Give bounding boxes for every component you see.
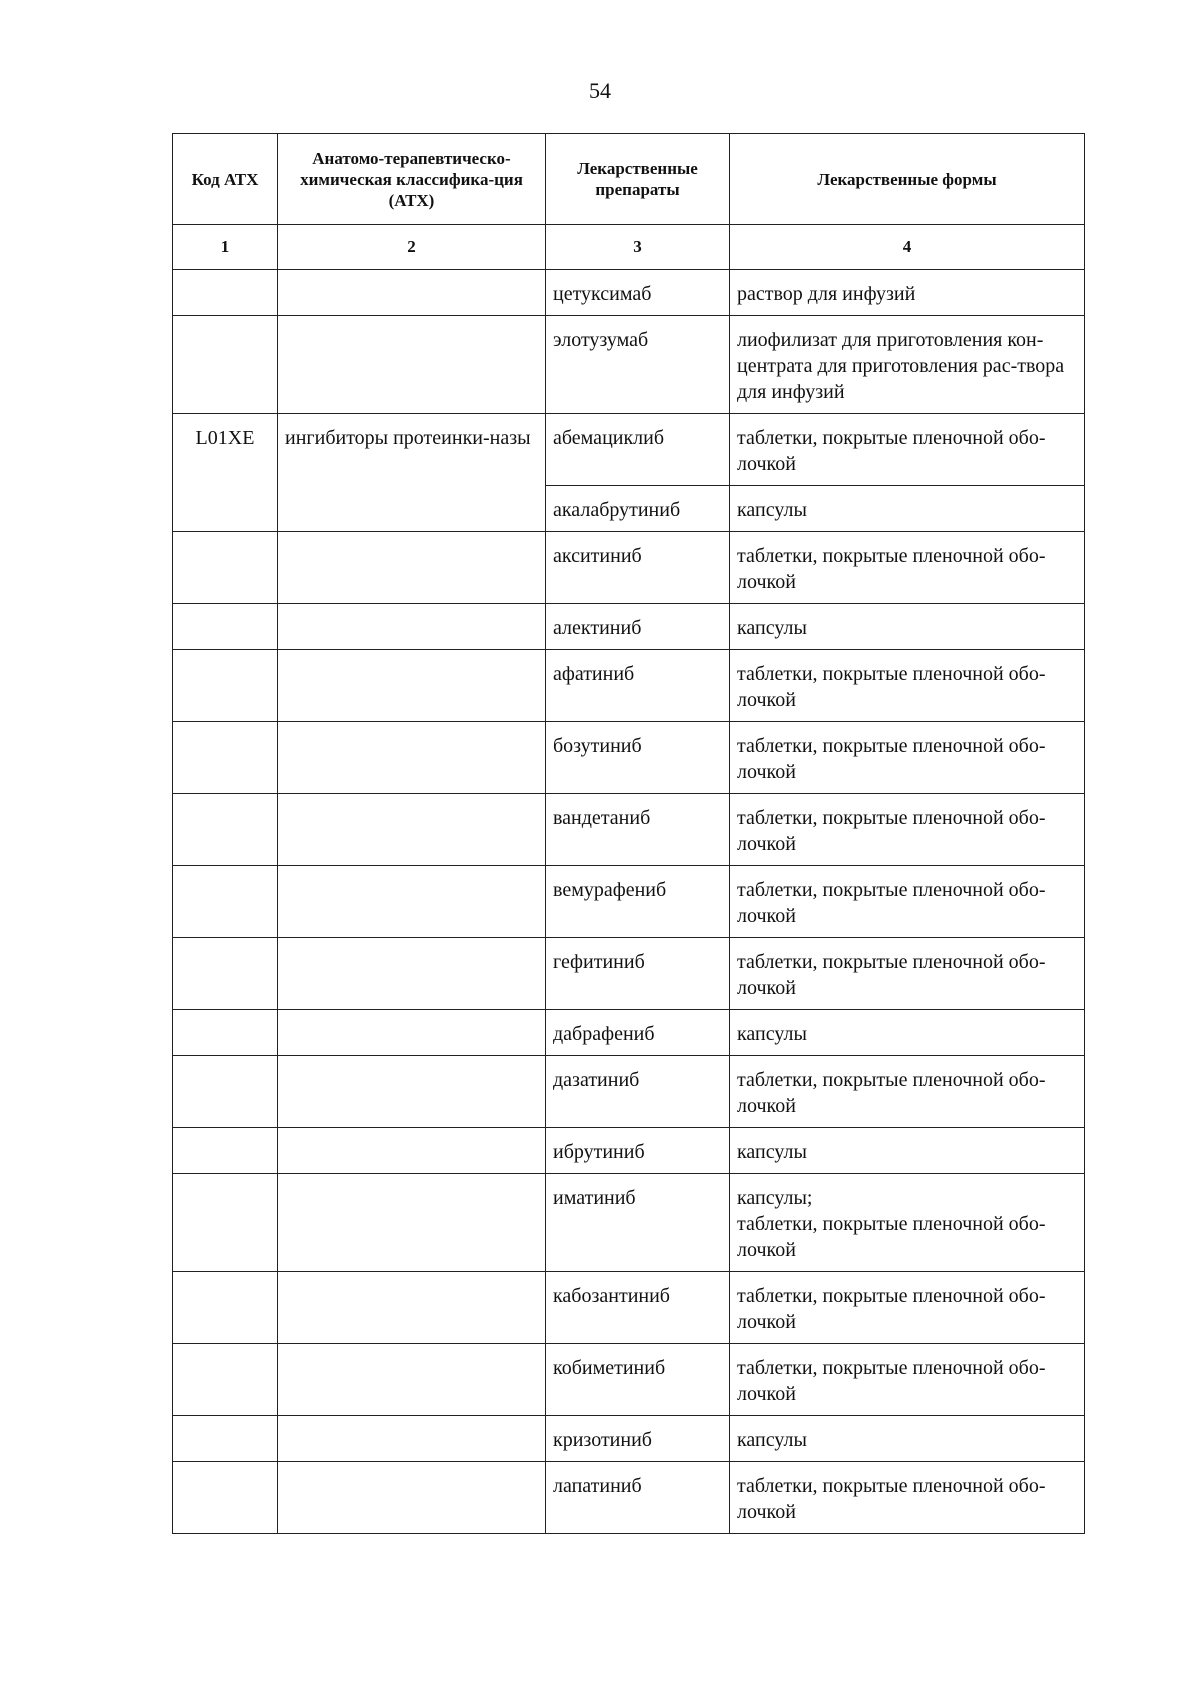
atx-code-cell [173, 938, 278, 1010]
atx-class-cell [278, 1344, 546, 1416]
atx-class-cell [278, 794, 546, 866]
dosage-form-cell [730, 486, 1085, 532]
header-atx-classification: Анатомо-терапевтическо-химическая классифика-ция (АТХ) [278, 134, 546, 225]
column-number: 4 [730, 225, 1085, 270]
drug-name-cell: лапатиниб [546, 1462, 730, 1534]
atx-code-cell [173, 1272, 278, 1344]
table-row [173, 1272, 1085, 1344]
table-row [173, 1010, 1085, 1056]
drug-name-cell: элотузумаб [546, 316, 730, 414]
table-row [173, 1462, 1085, 1534]
atx-code-cell [173, 1128, 278, 1174]
atx-code-cell [173, 1174, 278, 1272]
table-row [173, 270, 1085, 316]
drug-name-cell: дазатиниб [546, 1056, 730, 1128]
dosage-form-text: капсулы [737, 1023, 807, 1045]
table-row [173, 1416, 1085, 1462]
atx-code-cell [173, 722, 278, 794]
drug-name-cell: дабрафениб [546, 1010, 730, 1056]
atx-code-cell [173, 1416, 278, 1462]
drug-name-cell: акалабрутиниб [546, 486, 730, 532]
dosage-form-text: таблетки, покрытые пленочной обо-лочкой [737, 807, 1046, 855]
atx-class-cell [278, 270, 546, 316]
atx-class-cell [278, 1056, 546, 1128]
table-row [173, 650, 1085, 722]
table-row [173, 938, 1085, 1010]
table-row [173, 1128, 1085, 1174]
drug-name-cell: бозутиниб [546, 722, 730, 794]
dosage-form-cell [730, 604, 1085, 650]
drug-name-cell: иматиниб [546, 1174, 730, 1272]
table-row [173, 414, 1085, 486]
table-row [173, 316, 1085, 414]
drug-name-cell: кабозантиниб [546, 1272, 730, 1344]
dosage-form-text: капсулы [737, 1429, 807, 1451]
atx-code-cell [173, 650, 278, 722]
dosage-form-text: капсулы [737, 499, 807, 521]
dosage-form-cell [730, 414, 1085, 486]
table-row [173, 604, 1085, 650]
atx-class-cell [278, 316, 546, 414]
dosage-form-text: таблетки, покрытые пленочной обо-лочкой [737, 427, 1046, 475]
dosage-form-cell [730, 1272, 1085, 1344]
drug-name-cell: кризотиниб [546, 1416, 730, 1462]
atx-code-cell [173, 270, 278, 316]
dosage-form-cell [730, 650, 1085, 722]
dosage-form-text: таблетки, покрытые пленочной обо-лочкой [737, 1357, 1046, 1405]
atx-code-cell [173, 1462, 278, 1534]
dosage-form-text: таблетки, покрытые пленочной обо-лочкой [737, 951, 1046, 999]
atx-code-cell: L01XE [173, 414, 278, 532]
atx-class-cell [278, 532, 546, 604]
drug-name-cell: цетуксимаб [546, 270, 730, 316]
dosage-form-text: таблетки, покрытые пленочной обо-лочкой [737, 735, 1046, 783]
atx-class-cell [278, 938, 546, 1010]
table-row [173, 794, 1085, 866]
dosage-form-cell [730, 1128, 1085, 1174]
table-row [173, 722, 1085, 794]
atx-class-cell [278, 1128, 546, 1174]
header-atx-code: Код АТХ [173, 134, 278, 225]
dosage-form-cell [730, 316, 1085, 414]
atx-class-cell [278, 1010, 546, 1056]
dosage-form-cell [730, 1462, 1085, 1534]
dosage-form-text: таблетки, покрытые пленочной обо-лочкой [737, 1069, 1046, 1117]
dosage-form-cell [730, 1416, 1085, 1462]
dosage-form-cell [730, 866, 1085, 938]
dosage-form-text: таблетки, покрытые пленочной обо-лочкой [737, 545, 1046, 593]
atx-class-cell [278, 1272, 546, 1344]
dosage-form-cell [730, 532, 1085, 604]
atx-code-cell [173, 866, 278, 938]
drug-name-cell: абемациклиб [546, 414, 730, 486]
atx-code-cell [173, 1344, 278, 1416]
column-number-row [173, 225, 1085, 270]
drug-name-cell: алектиниб [546, 604, 730, 650]
dosage-form-text: таблетки, покрытые пленочной обо-лочкой [737, 1285, 1046, 1333]
table-row [173, 866, 1085, 938]
table-row [173, 1056, 1085, 1128]
drug-name-cell: афатиниб [546, 650, 730, 722]
drug-name-cell: кобиметиниб [546, 1344, 730, 1416]
header-drugs: Лекарственные препараты [546, 134, 730, 225]
atx-code-cell [173, 604, 278, 650]
drug-name-cell: ибрутиниб [546, 1128, 730, 1174]
atx-class-cell [278, 722, 546, 794]
dosage-form-text: таблетки, покрытые пленочной обо-лочкой [737, 879, 1046, 927]
dosage-form-cell [730, 1010, 1085, 1056]
dosage-form-cell [730, 794, 1085, 866]
drug-name-cell: акситиниб [546, 532, 730, 604]
drug-name-cell: гефитиниб [546, 938, 730, 1010]
table-row [173, 1344, 1085, 1416]
column-number: 3 [546, 225, 730, 270]
atx-code-cell [173, 794, 278, 866]
atx-class-cell [278, 1462, 546, 1534]
table-header-row [173, 134, 1085, 225]
atx-code-cell [173, 1010, 278, 1056]
atx-code-cell [173, 532, 278, 604]
dosage-form-text: капсулы [737, 1141, 807, 1163]
dosage-form-cell [730, 938, 1085, 1010]
atx-class-cell [278, 1174, 546, 1272]
atx-class-cell: ингибиторы протеинки-назы [278, 414, 546, 532]
dosage-form-text: капсулы; [737, 1187, 813, 1209]
atx-code-cell [173, 1056, 278, 1128]
dosage-form-cell [730, 722, 1085, 794]
dosage-form-text: таблетки, покрытые пленочной обо-лочкой [737, 663, 1046, 711]
column-number: 2 [278, 225, 546, 270]
page-number: 54 [589, 78, 611, 103]
drug-name-cell: вандетаниб [546, 794, 730, 866]
dosage-form-text: раствор для инфузий [737, 283, 916, 305]
dosage-form-text: лиофилизат для приготовления кон-центрата для приготовления рас-твора для инфузий [737, 329, 1065, 403]
drug-name-cell: вемурафениб [546, 866, 730, 938]
dosage-form-cell [730, 1174, 1085, 1272]
dosage-form-text: таблетки, покрытые пленочной обо-лочкой [737, 1213, 1046, 1261]
column-number: 1 [173, 225, 278, 270]
dosage-form-text: капсулы [737, 617, 807, 639]
atx-code-cell [173, 316, 278, 414]
dosage-form-text: таблетки, покрытые пленочной обо-лочкой [737, 1475, 1046, 1523]
atx-table [172, 133, 1085, 1534]
table-row [173, 532, 1085, 604]
atx-class-cell [278, 604, 546, 650]
atx-class-cell [278, 650, 546, 722]
table-row [173, 1174, 1085, 1272]
atx-class-cell [278, 866, 546, 938]
dosage-form-cell [730, 1056, 1085, 1128]
atx-class-cell [278, 1416, 546, 1462]
header-dosage-forms: Лекарственные формы [730, 134, 1085, 225]
dosage-form-cell [730, 1344, 1085, 1416]
dosage-form-cell [730, 270, 1085, 316]
